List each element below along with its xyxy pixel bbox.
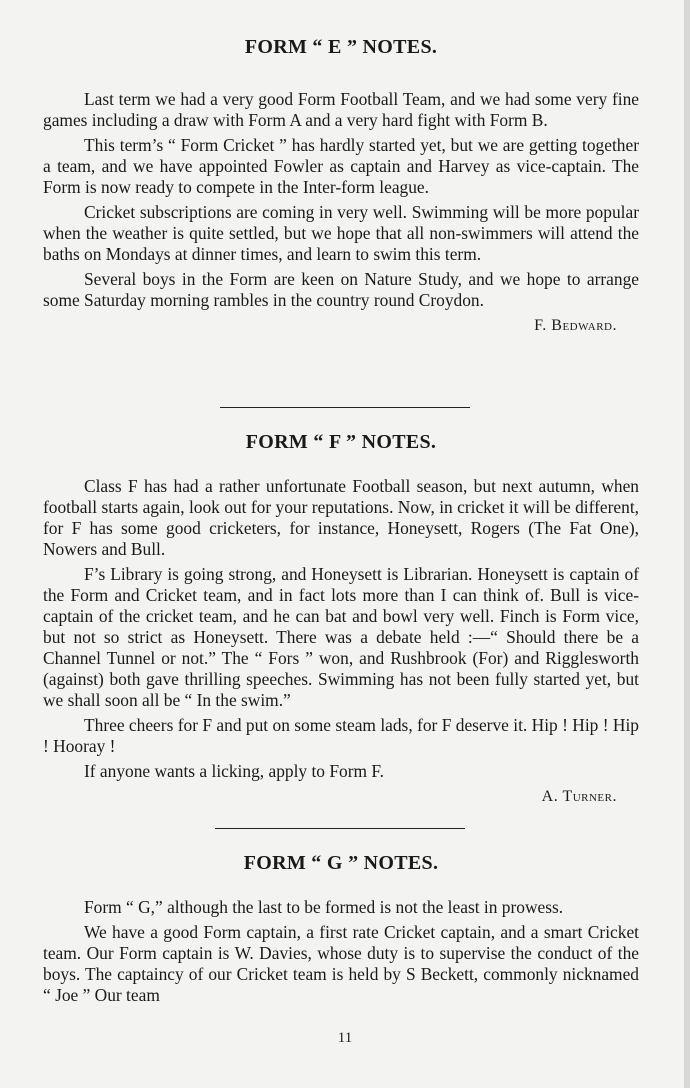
form-f-section bbox=[43, 431, 639, 811]
signature: A. Turner. bbox=[541, 788, 617, 805]
paragraph: We have a good Form captain, a first rate Cricket captain, and a smart Cricket team. Our Form captain is W. Davies, whose duty is to supervise the conduct of the boys. The captaincy of our Cricket team is held by S Beckett, commonly nicknamed “ Joe ” Our team bbox=[43, 922, 639, 1005]
page-number: 11 bbox=[337, 1030, 353, 1046]
paragraph: Form “ G,” although the last to be formed is not the least in prowess. bbox=[84, 897, 564, 917]
paragraph: Class F has had a rather unfortunate Football season, but next autumn, when football starts again, look out for your reputations. Now, in cricket it will be different, for F has some good cricketers, for instance, Honeysett, Rogers (The Fat One), Nowers and Bull. bbox=[43, 476, 639, 559]
paragraph: Cricket subscriptions are coming in very well. Swimming will be more popular when the weather is quite settled, but we hope that all non-swimmers will attend the baths on Mondays at dinner times, and learn to swim this term. bbox=[43, 202, 639, 264]
divider bbox=[215, 828, 465, 829]
paragraph: Last term we had a very good Form Football Team, and we had some very fine games including a draw with Form A and a very hard fight with Form B. bbox=[43, 89, 639, 130]
form-f-title: FORM “ F ” NOTES. bbox=[245, 431, 437, 453]
paragraph: F’s Library is going strong, and Honeysett is Librarian. Honeysett is captain of the Form and Cricket team, and in fact lots more than I can think of. Bull is vice-captain of the cricket team, and he can bat and bowl very well. Finch is Form vice, but not so strict as Honeysett. There was a debate held :—“ Should there be a Channel Tunnel or not.” The “ Fors ” won, and Rushbrook (For) and Rigglesworth (against) both gave thrilling speeches. Swimming has not been fully started yet, but we shall soon all be “ In the swim.” bbox=[43, 564, 639, 710]
signature: F. Bedward. bbox=[534, 317, 617, 334]
form-g-title: FORM “ G ” NOTES. bbox=[243, 852, 439, 874]
form-g-section bbox=[43, 852, 639, 1010]
paragraph: This term’s “ Form Cricket ” has hardly started yet, but we are getting together a team, and we have appointed Fowler as captain and Harvey as vice-captain. The Form is now ready to compete in the Inter-form league. bbox=[43, 135, 639, 197]
paragraph: Three cheers for F and put on some steam lads, for F deserve it. Hip ! Hip ! Hip ! Hooray ! bbox=[43, 715, 639, 756]
form-e-title: FORM “ E ” NOTES. bbox=[244, 36, 438, 58]
divider bbox=[220, 407, 470, 408]
form-e-section bbox=[43, 36, 639, 340]
scan-edge bbox=[684, 0, 690, 1088]
paragraph: If anyone wants a licking, apply to Form F. bbox=[84, 761, 384, 781]
paragraph: Several boys in the Form are keen on Nature Study, and we hope to arrange some Saturday morning rambles in the country round Croydon. bbox=[43, 269, 639, 310]
